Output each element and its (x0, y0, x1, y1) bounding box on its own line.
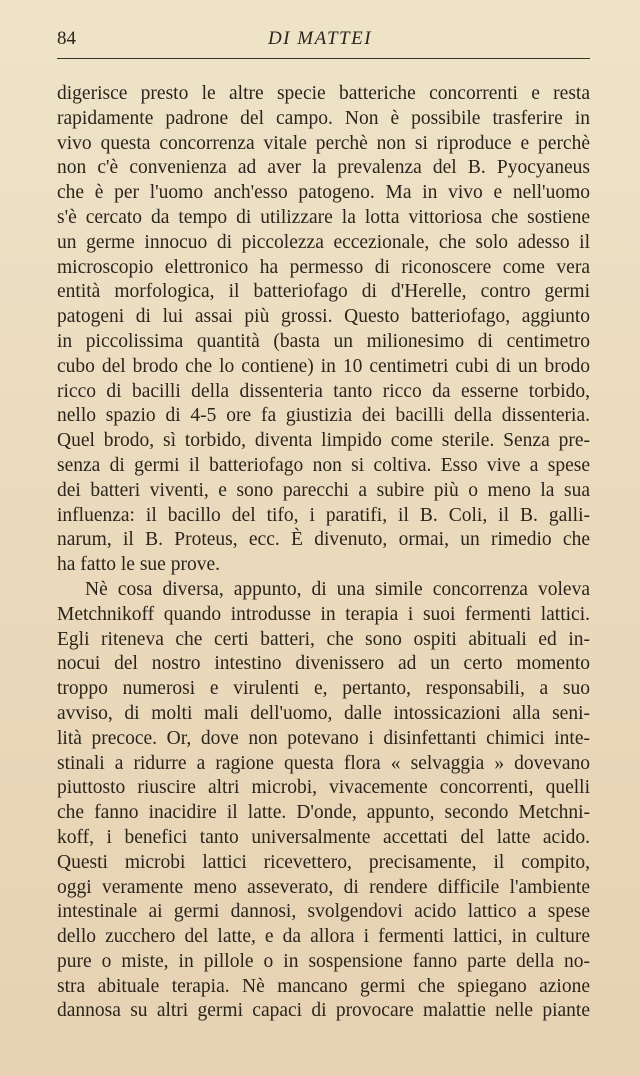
text-line: patogeni di lui assai più grossi. Questo batteriofago, aggiunto (57, 306, 590, 328)
text-line: stinali a ridurre a ragione questa flora « selvaggia » dovevano (57, 752, 590, 774)
text-line: Quel brodo, sì torbido, diventa limpido come sterile. Senza pre- (57, 430, 590, 452)
text-line: koff, i benefici tanto universalmente accettati del latte acido. (57, 826, 590, 848)
text-line: dei batteri viventi, e sono parecchi a subire più o meno la sua (57, 479, 590, 501)
text-line: rapidamente padrone del campo. Non è possibile trasferire in (57, 107, 590, 129)
text-line: narum, il B. Proteus, ecc. È divenuto, ormai, un rimedio che (57, 529, 590, 551)
text-line: che è per l'uomo anch'esso patogeno. Ma in vivo e nell'uomo (57, 182, 590, 204)
text-line: un germe innocuo di piccolezza eccezionale, che solo adesso il (57, 231, 590, 253)
text-line: dannosa su altri germi capaci di provocare malattie nelle piante (57, 1000, 590, 1022)
text-line: troppo numerosi e virulenti e, pertanto, responsabili, a suo (57, 678, 590, 700)
text-line: avviso, di molti mali dell'uomo, dalle intossicazioni alla seni- (57, 702, 590, 724)
text-line: Nè cosa diversa, appunto, di una simile concorrenza voleva (85, 578, 590, 600)
text-line: senza di germi il batteriofago non si coltiva. Esso vive a spese (57, 454, 590, 476)
text-line: dello zucchero del latte, e da allora i fermenti lattici, in culture (57, 926, 590, 948)
running-head: DI MATTEI (267, 28, 373, 49)
text-line: ha fatto le sue prove. (57, 554, 220, 576)
page-number: 84 (57, 28, 76, 49)
text-line: vivo questa concorrenza vitale perchè non si riproduce e perchè (57, 132, 590, 154)
text-line: non c'è convenienza ad aver la prevalenza del B. Pyocyaneus (57, 157, 590, 179)
text-line: Metchnikoff quando introdusse in terapia i suoi fermenti lattici. (57, 603, 590, 625)
text-line: digerisce presto le altre specie batteriche concorrenti e resta (57, 83, 590, 104)
text-line: s'è cercato da tempo di utilizzare la lotta vittoriosa che sostiene (57, 206, 590, 228)
text-line: in piccolissima quantità (basta un milionesimo di centimetro (57, 330, 590, 352)
text-line: influenza: il bacillo del tifo, i paratifi, il B. Coli, il B. galli- (57, 504, 590, 526)
text-line: stra abituale terapia. Nè mancano germi che spiegano azione (57, 975, 590, 997)
paragraph-1 (57, 82, 590, 578)
paragraph-2 (57, 578, 590, 1024)
text-line: Egli riteneva che certi batteri, che sono ospiti abituali ed in- (57, 628, 590, 650)
text-line: ricco di bacilli della dissenteria tanto ricco da esserne torbido, (57, 380, 590, 402)
text-line: lità precoce. Or, dove non potevano i disinfettanti chimici inte- (57, 727, 590, 749)
header-rule (57, 58, 590, 59)
text-line: entità morfologica, il batteriofago di d'Herelle, contro germi (57, 281, 590, 303)
text-line: nocui del nostro intestino divenissero ad un certo momento (57, 653, 590, 675)
page-header (0, 24, 640, 54)
text-line: nello spazio di 4-5 ore fa giustizia dei bacilli della dissenteria. (57, 405, 590, 427)
body-text (57, 82, 590, 1024)
text-line: pure o miste, in pillole o in sospensione fanno parte della no- (57, 950, 590, 972)
text-line: che fanno inacidire il latte. D'onde, appunto, secondo Metchni- (57, 802, 590, 824)
text-line: Questi microbi lattici ricevettero, precisamente, il compito, (57, 851, 590, 873)
text-line: intestinale ai germi dannosi, svolgendovi acido lattico a spese (57, 901, 590, 923)
text-line: oggi veramente meno asseverato, di rendere difficile l'ambiente (57, 876, 590, 898)
text-line: microscopio elettronico ha permesso di riconoscere come vera (57, 256, 590, 278)
text-line: piuttosto riuscire altri microbi, vivacemente concorrenti, quelli (57, 777, 590, 799)
text-line: cubo del brodo che lo contiene) in 10 centimetri cubi di un brodo (57, 355, 590, 377)
